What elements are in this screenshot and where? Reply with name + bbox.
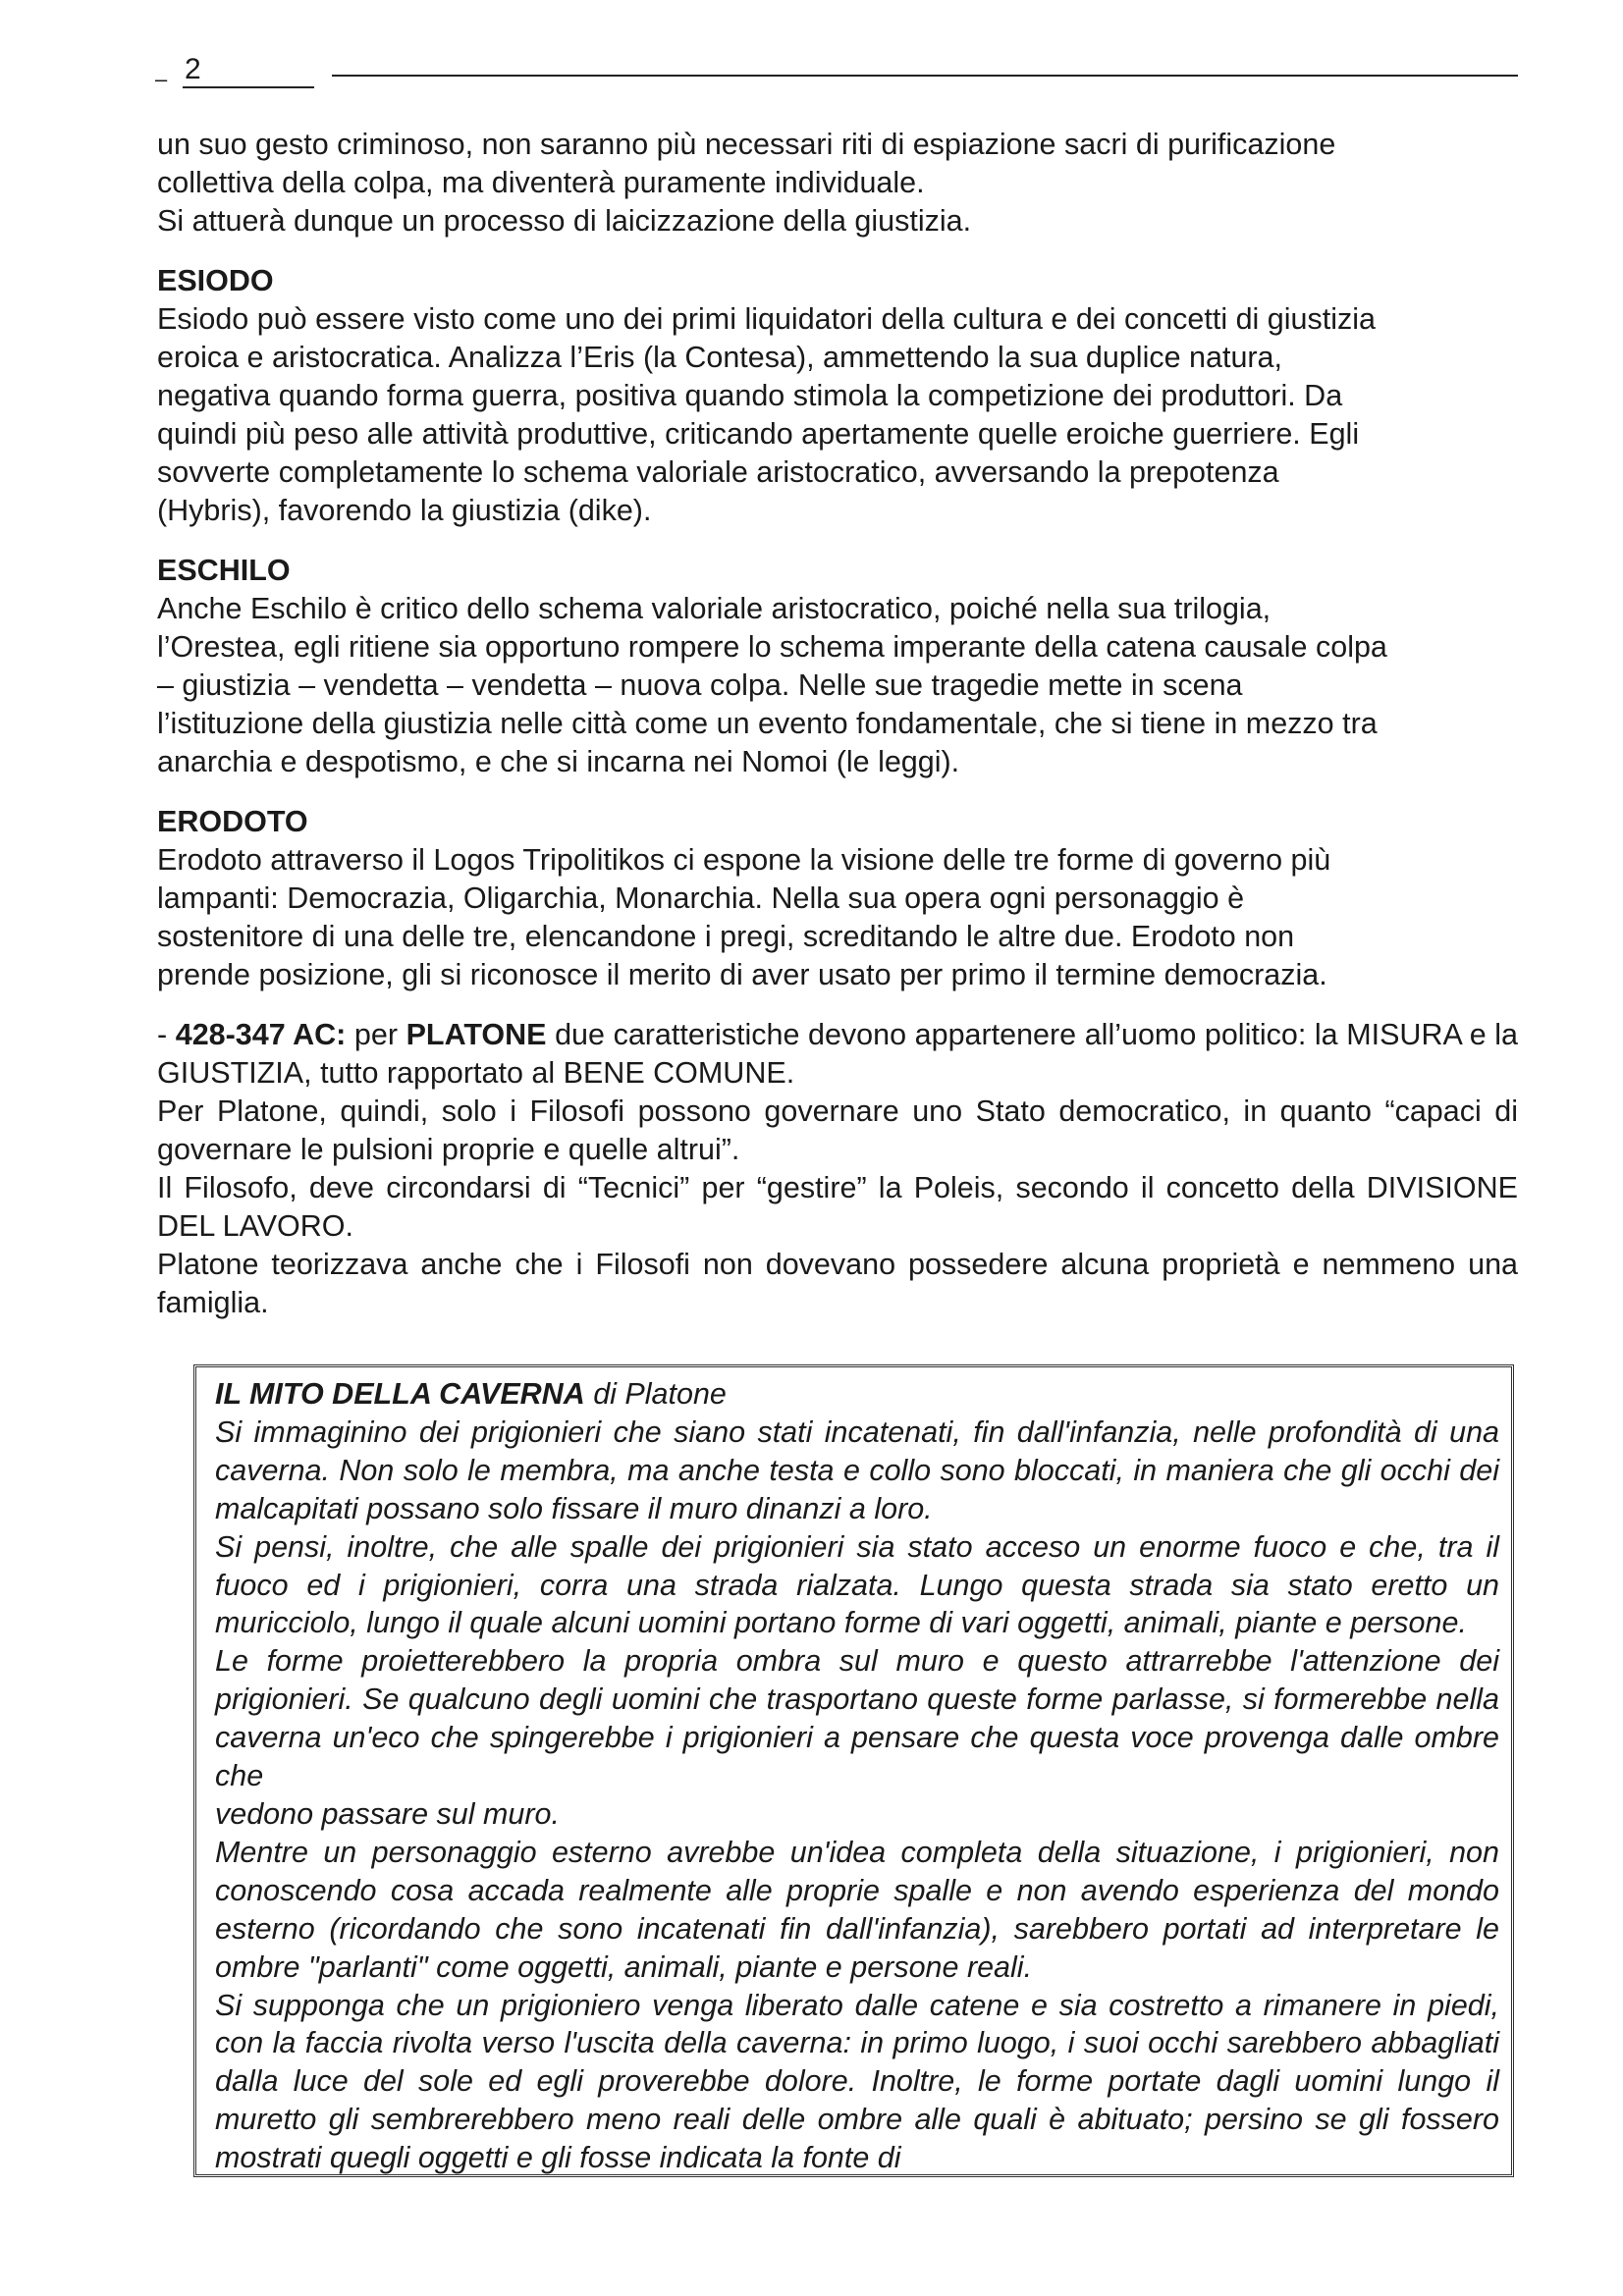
section-title: ESIODO bbox=[157, 264, 274, 297]
myth-paragraph: Le forme proietterebbero la propria ombra sul muro e questo attrarrebbe l'attenzione dei prigionieri. Se qualcuno degli uomini che trasportano queste forme parlasse, si formerebbe nella caverna un'eco che spingerebbe i prigionieri a pensare che questa voce provenga dalle ombre che bbox=[215, 1644, 1499, 1793]
text-line: prende posizione, gli si riconosce il merito di aver usato per primo il termine democrazia. bbox=[157, 958, 1327, 991]
text-line: collettiva della colpa, ma diventerà puramente individuale. bbox=[157, 166, 925, 199]
header-dash: – bbox=[155, 67, 168, 91]
text-line: eroica e aristocratica. Analizza l’Eris (la Contesa), ammettendo la sua duplice natura, bbox=[157, 341, 1282, 374]
text-line: un suo gesto criminoso, non saranno più necessari riti di espiazione sacri di purificazione bbox=[157, 128, 1336, 161]
section-esiodo bbox=[157, 262, 1518, 530]
document-body bbox=[157, 126, 1518, 1322]
text-line: anarchia e despotismo, e che si incarna nei Nomoi (le leggi). bbox=[157, 745, 960, 778]
section-title: ESCHILO bbox=[157, 554, 291, 587]
header-rule-short bbox=[183, 86, 314, 88]
text-line: Anche Eschilo è critico dello schema valoriale aristocratico, poiché nella sua trilogia, bbox=[157, 592, 1271, 625]
text-line: l’istituzione della giustizia nelle città come un evento fondamentale, che si tiene in mezzo tra bbox=[157, 707, 1378, 740]
myth-paragraph: Si supponga che un prigioniero venga liberato dalle catene e sia costretto a rimanere in piedi, con la faccia rivolta verso l'uscita della caverna: in primo luogo, i suoi occhi sarebbero abbagliati dalla luce del sole ed egli proverebbe dolore. Inoltre, le forme portate dagli uomini lungo il muretto gli sembrerebbero meno reali delle ombre alle quali è abituato; persino se gli fossero mostrati quegli oggetti e gli fosse indicata la fonte di bbox=[215, 1988, 1499, 2175]
text-line: Erodoto attraverso il Logos Tripolitikos ci espone la visione delle tre forme di governo più bbox=[157, 843, 1331, 877]
text-line: Esiodo può essere visto come uno dei primi liquidatori della cultura e dei concetti di giustizia bbox=[157, 302, 1376, 336]
platone-date: 428-347 AC: bbox=[175, 1018, 347, 1051]
myth-paragraph: vedono passare sul muro. bbox=[215, 1796, 560, 1831]
section-erodoto bbox=[157, 803, 1518, 994]
text-line: sostenitore di una delle tre, elencandone i pregi, screditando le altre due. Erodoto non bbox=[157, 920, 1295, 953]
platone-paragraph: Platone teorizzava anche che i Filosofi non dovevano possedere alcuna proprietà e nemmeno una famiglia. bbox=[157, 1248, 1518, 1319]
text-line: – giustizia – vendetta – vendetta – nuova colpa. Nelle sue tragedie mette in scena bbox=[157, 668, 1243, 702]
text-line: quindi più peso alle attività produttive, criticando apertamente quelle eroiche guerriere. Egli bbox=[157, 417, 1360, 451]
platone-name: PLATONE bbox=[406, 1018, 547, 1051]
myth-paragraph: Si pensi, inoltre, che alle spalle dei prigionieri sia stato acceso un enorme fuoco e che, tra il fuoco ed i prigionieri, corra una strada rialzata. Lungo questa strada sia stato eretto un muricciolo, lungo il quale alcuni uomini portano forme di vari oggetti, animali, piante e persone. bbox=[215, 1529, 1499, 1640]
text-line: l’Orestea, egli ritiene sia opportuno rompere lo schema imperante della catena causale colpa bbox=[157, 630, 1387, 664]
section-title: ERODOTO bbox=[157, 805, 308, 838]
platone-paragraph: Il Filosofo, deve circondarsi di “Tecnici” per “gestire” la Poleis, secondo il concetto della DIVISIONE DEL LAVORO. bbox=[157, 1171, 1518, 1243]
myth-paragraph: Mentre un personaggio esterno avrebbe un'idea completa della situazione, i prigionieri, non conoscendo cosa accada realmente alle proprie spalle e non avendo esperienza del mondo esterno (ricordando che sono incatenati fin dall'infanzia), sarebbero portati ad interpretare le ombre "parlanti" come oggetti, animali, piante e persone reali. bbox=[215, 1835, 1499, 1984]
text-line: sovverte completamente lo schema valoriale aristocratico, avversando la prepotenza bbox=[157, 455, 1279, 489]
text-line: lampanti: Democrazia, Oligarchia, Monarchia. Nella sua opera ogni personaggio è bbox=[157, 881, 1245, 915]
section-eschilo bbox=[157, 552, 1518, 781]
text-line: Si attuerà dunque un processo di laicizzazione della giustizia. bbox=[157, 204, 972, 238]
text-line: (Hybris), favorendo la giustizia (dike). bbox=[157, 494, 652, 527]
page-number: 2 bbox=[185, 53, 201, 85]
platone-intro: - 428-347 AC: per PLATONE due caratteristiche devono appartenere all’uomo politico: la MISURA e la GIUSTIZIA, tutto rapportato al BENE COMUNE. bbox=[157, 1018, 1519, 1090]
myth-box bbox=[193, 1364, 1514, 2177]
section-platone bbox=[157, 1016, 1518, 1322]
myth-box-title: IL MITO DELLA CAVERNA di Platone bbox=[215, 1377, 727, 1411]
intro-paragraph bbox=[157, 126, 1518, 240]
myth-paragraph: Si immaginino dei prigionieri che siano stati incatenati, fin dall'infanzia, nelle profondità di una caverna. Non solo le membra, ma anche testa e collo sono bloccati, in maniera che gli occhi dei malcapitati possano solo fissare il muro dinanzi a loro. bbox=[215, 1415, 1499, 1525]
platone-paragraph: Per Platone, quindi, solo i Filosofi possono governare uno Stato democratico, in quanto “capaci di governare le pulsioni proprie e quelle altrui”. bbox=[157, 1095, 1518, 1166]
page-header bbox=[155, 51, 1518, 90]
header-rule-long bbox=[332, 75, 1518, 77]
text-line: negativa quando forma guerra, positiva quando stimola la competizione dei produttori. Da bbox=[157, 379, 1343, 412]
